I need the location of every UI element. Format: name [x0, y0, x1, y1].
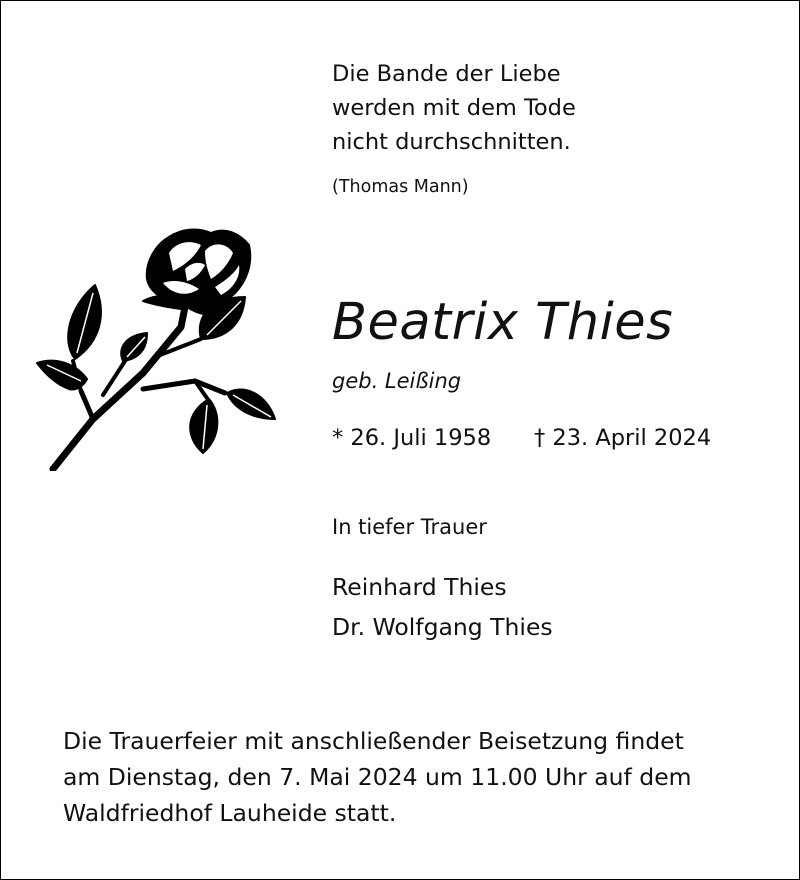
- funeral-note-line-3: Waldfriedhof Lauheide statt.: [63, 799, 397, 827]
- survivor-name-1: Reinhard Thies: [332, 573, 507, 601]
- quote-line-1: Die Bande der Liebe: [332, 61, 561, 87]
- quote-line-3: nicht durchschnitten.: [332, 129, 571, 155]
- quote-line-2: werden mit dem Tode: [332, 95, 576, 121]
- funeral-note-line-2: am Dienstag, den 7. Mai 2024 um 11.00 Uhr auf dem: [63, 763, 692, 791]
- mourning-phrase: In tiefer Trauer: [332, 515, 487, 539]
- survivor-name-2: Dr. Wolfgang Thies: [332, 613, 553, 641]
- quote-author: (Thomas Mann): [332, 177, 469, 197]
- death-date: † 23. April 2024: [534, 425, 712, 451]
- birth-date: * 26. Juli 1958: [332, 425, 492, 451]
- rose-icon: [35, 223, 281, 471]
- funeral-note-line-1: Die Trauerfeier mit anschließender Beisetzung findet: [63, 727, 684, 755]
- deceased-name: Beatrix Thies: [332, 293, 674, 352]
- maiden-name: geb. Leißing: [332, 369, 462, 393]
